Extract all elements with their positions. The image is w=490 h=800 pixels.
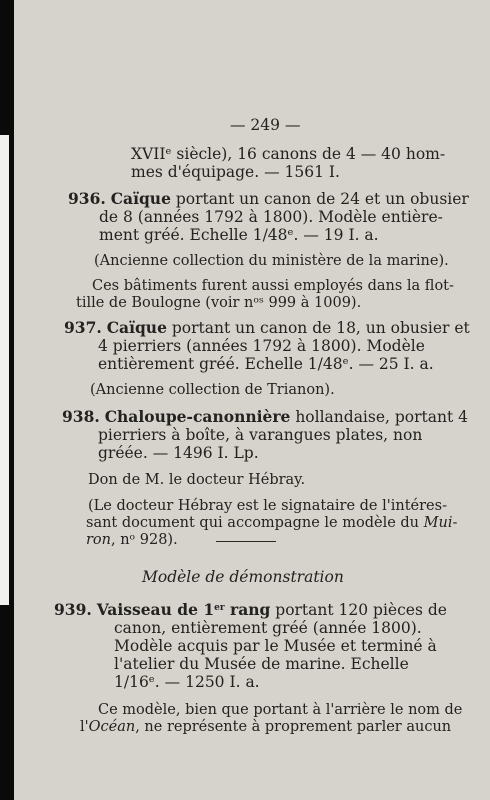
entry-939-note-line-2 — [80, 718, 451, 736]
entry-title: Caïque — [106, 318, 167, 337]
entry-number: 937. — [64, 318, 102, 337]
entry-number: 938. — [62, 407, 100, 426]
entry-number: 939. — [54, 600, 92, 619]
note-italic-text: Mui- — [423, 515, 458, 531]
entry-title-superscript: er — [214, 603, 225, 613]
entry-title-text: rang — [224, 600, 271, 619]
entry-continuation-line-2: mes d'équipage. — 1561 I. — [131, 163, 340, 181]
scan-edge-highlight — [0, 135, 9, 605]
entry-text: portant 120 pièces de — [270, 601, 447, 619]
note-italic-text: Océan — [88, 719, 136, 735]
entry-939-line-2: canon, entièrement gréé (année 1800). — [114, 619, 422, 637]
entry-937-line-1 — [64, 319, 470, 337]
entry-continuation-line-1: XVIIᵉ siècle), 16 canons de 4 — 40 hom- — [131, 145, 446, 163]
entry-text: hollandaise, portant 4 — [290, 408, 469, 426]
entry-936-note-line-2: tille de Boulogne (voir nᵒˢ 999 à 1009). — [76, 295, 362, 311]
page-number: — 249 — — [230, 116, 301, 134]
entry-936-provenance: (Ancienne collection du ministère de la marine). — [94, 253, 449, 269]
entry-title-text: Vaisseau de 1 — [96, 600, 215, 619]
entry-938-note-line-1: (Le docteur Hébray est le signataire de l'intéres- — [88, 498, 447, 514]
entry-number: 936. — [68, 189, 106, 208]
section-divider — [216, 541, 276, 542]
entry-938-line-1 — [62, 408, 468, 426]
entry-939-line-5: 1/16ᵉ. — 1250 I. a. — [114, 673, 260, 691]
entry-938-donation: Don de M. le docteur Hébray. — [88, 472, 306, 488]
entry-939-line-4: l'atelier du Musée de marine. Echelle — [114, 655, 409, 673]
entry-939-line-1 — [54, 601, 447, 619]
entry-937-provenance: (Ancienne collection de Trianon). — [90, 382, 335, 398]
entry-title: Caïque — [110, 189, 171, 208]
entry-936-line-1 — [68, 190, 469, 208]
entry-938-note-line-3 — [86, 531, 178, 549]
note-text: l' — [80, 719, 89, 735]
entry-938-line-3: gréée. — 1496 I. Lp. — [98, 444, 259, 462]
note-text: , ne représente à proprement parler aucun — [135, 719, 452, 735]
entry-title — [97, 600, 271, 619]
note-italic-text: ron — [86, 532, 111, 548]
entry-936-line-3: ment gréé. Echelle 1/48ᵉ. — 19 I. a. — [99, 226, 379, 244]
entry-939-line-3: Modèle acquis par le Musée et terminé à — [114, 637, 437, 655]
entry-936-note-line-1: Ces bâtiments furent aussi employés dans la flot- — [92, 278, 454, 294]
note-text: sant document qui accompagne le modèle du — [86, 515, 424, 531]
entry-text: portant un canon de 24 et un obusier — [170, 190, 469, 208]
entry-938-note-line-2 — [86, 514, 457, 532]
entry-936-line-2: de 8 (années 1792 à 1800). Modèle entière- — [99, 208, 443, 226]
entry-937-line-3: entièrement gréé. Echelle 1/48ᵉ. — 25 I. a. — [98, 355, 434, 373]
entry-938-line-2: pierriers à boîte, à varangues plates, non — [98, 426, 423, 444]
note-text: , nᵒ 928). — [111, 532, 178, 548]
entry-937-line-2: 4 pierriers (années 1792 à 1800). Modèle — [98, 337, 425, 355]
section-heading: Modèle de démonstration — [142, 568, 344, 586]
entry-text: portant un canon de 18, un obusier et — [166, 319, 470, 337]
entry-title: Chaloupe-canonnière — [104, 407, 291, 426]
book-page — [14, 0, 490, 800]
entry-939-note-line-1: Ce modèle, bien que portant à l'arrière le nom de — [98, 702, 463, 718]
